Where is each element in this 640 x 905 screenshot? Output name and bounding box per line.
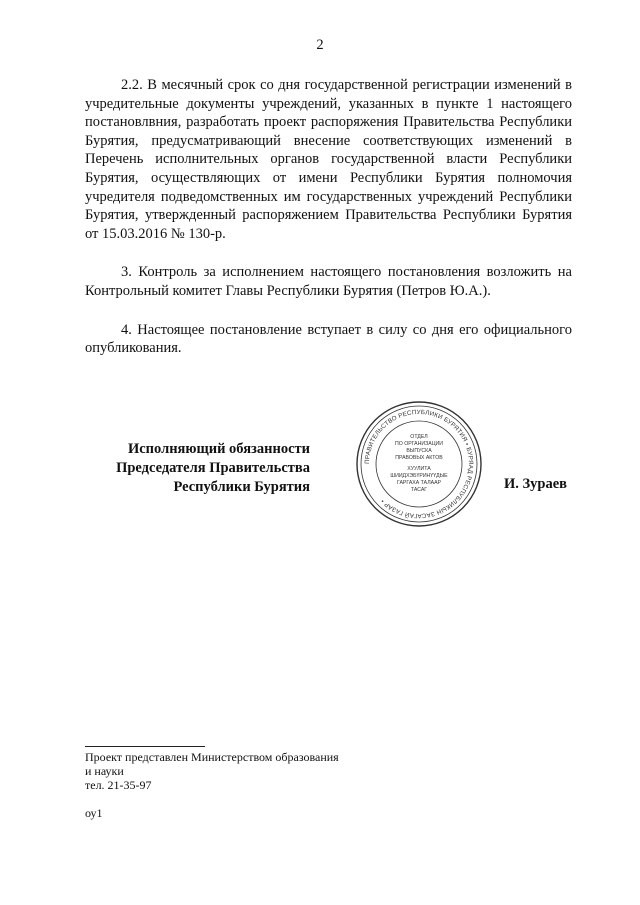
official-stamp (355, 400, 483, 528)
svg-text:ПРАВИТЕЛЬСТВО РЕСПУБЛИКИ БУРЯТ (364, 409, 474, 519)
stamp-line: ШИИДХЭБҮРИНҮҮДЫЕ (390, 473, 448, 479)
stamp-line: ГАРГАХА ТАЛААР (396, 480, 442, 486)
footnote-line: и науки (85, 764, 124, 778)
signatory-title (60, 440, 310, 497)
paragraph-4: 4. Настоящее постановление вступает в силу со дня его официального опубликования. (85, 321, 572, 357)
stamp-line: ХУУЛИТА (407, 466, 431, 472)
signatory-title-line: Республики Бурятия (173, 479, 310, 495)
stamp-line: ПРАВОВЫХ АКТОВ (395, 455, 443, 461)
signatory-title-line: Исполняющий обязанности (127, 441, 310, 457)
paragraph-2-2: 2.2. В месячный срок со дня государственной регистрации изменений в учредительные документы учреждений, указанных в пункте 1 настоящего постановлвния, разработать проект распоряжения Правительства Республики Бурятия, предусматривающий внесение соответствующих изменений в Перечень исполнительных органов государственной власти Республики Бурятия, осуществляющих от имени Республики Бурятия полномочия учредителя подведомственных им государственных учреждений Республики Бурятия, утвержденный распоряжением Правительства Республики Бурятия от 15.03.2016 № 130-р. (85, 77, 572, 242)
paragraph-3: 3. Контроль за исполнением настоящего постановления возложить на Контрольный комитет Главы Республики Бурятия (Петров Ю.А.). (85, 264, 572, 299)
page-number: 2 (316, 37, 324, 53)
signatory-title-line: Председателя Правительства (116, 460, 310, 476)
footnote-line: тел. 21-35-97 (85, 778, 152, 792)
footnote-line: Проект представлен Министерством образования (85, 750, 339, 764)
stamp-line: ТАСАГ (410, 487, 428, 493)
footnote-divider (85, 746, 205, 747)
stamp-outer-text: ПРАВИТЕЛЬСТВО РЕСПУБЛИКИ БУРЯТИЯ • БУРЯАД РЕСПУБЛИКЫН ЗАСАГАЙ ГАЗАР • (363, 408, 475, 520)
signatory-name: И. Зураев (504, 476, 568, 492)
footnote (85, 750, 405, 792)
document-body (85, 76, 572, 378)
stamp-line: ВЫПУСКА (406, 448, 432, 454)
document-code: оу1 (85, 806, 103, 820)
stamp-line: ПО ОРГАНИЗАЦИИ (395, 441, 443, 447)
stamp-line: ОТДЕЛ (410, 434, 428, 440)
